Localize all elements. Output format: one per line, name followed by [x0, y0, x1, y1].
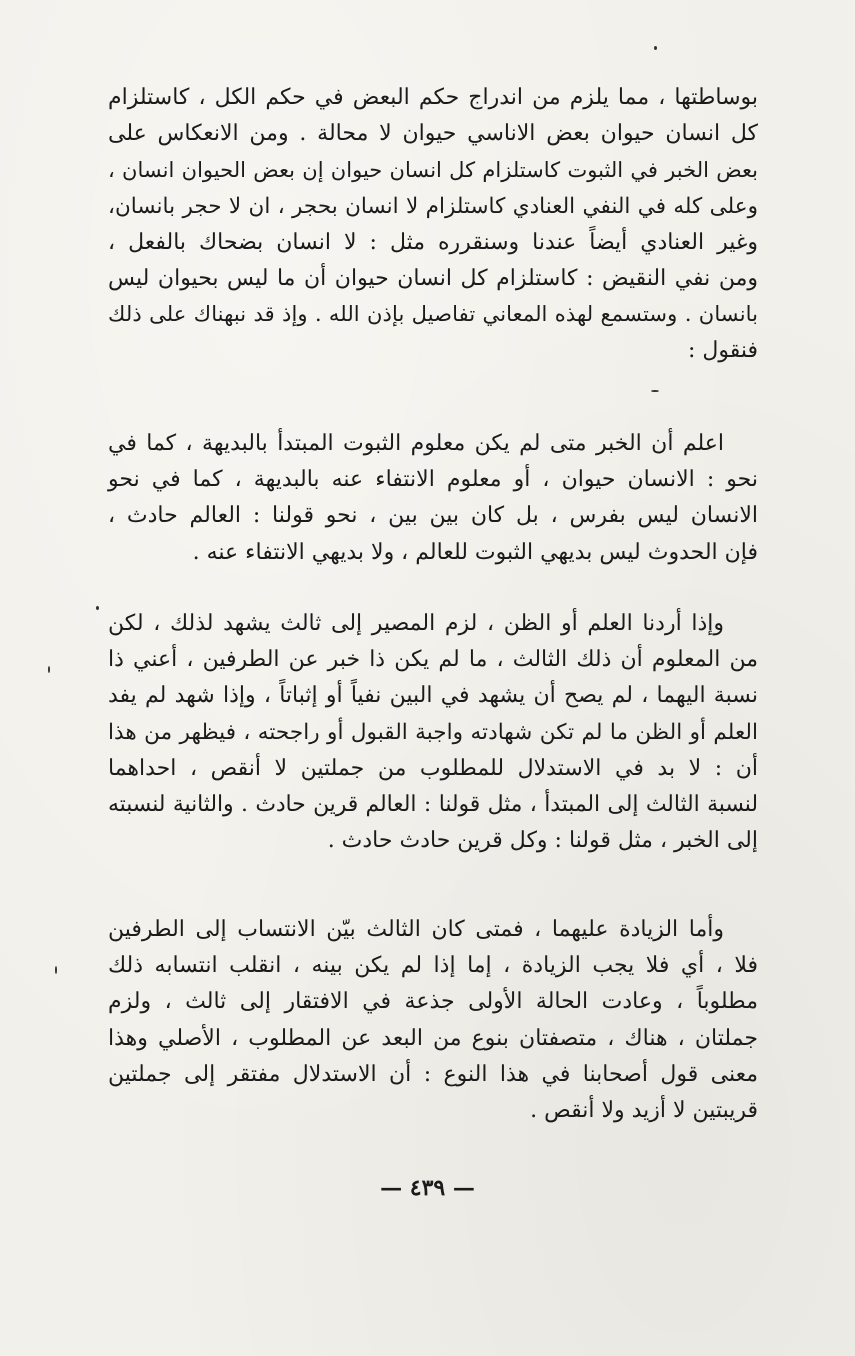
ink-speck: [48, 666, 50, 673]
text-line: فلا ، أي فلا يجب الزيادة ، إما إذا لم يكن بينه ، انقلب انتسابه ذلك: [108, 953, 758, 979]
text-line: جملتان ، هناك ، متصفتان بنوع من البعد عن المطلوب ، الأصلي وهذا: [108, 1025, 758, 1051]
paragraph-1: [108, 80, 758, 370]
text-line: اعلم أن الخبر متى لم يكن معلوم الثبوت المبتدأ بالبديهة ، كما في: [108, 431, 724, 456]
paragraph-4: [108, 912, 758, 1129]
page-number: — ٤٣٩ —: [380, 1175, 475, 1201]
paragraph-3: [108, 606, 758, 859]
text-line: وعلى كله في النفي العنادي كاستلزام لا انسان بحجر ، ان لا حجر بانسان،: [108, 193, 758, 219]
text-line: إلى الخبر ، مثل قولنا : وكل قرين حادث حادث .: [327, 828, 758, 854]
text-line: الانسان ليس بفرس ، بل كان بين بين ، نحو قولنا : العالم حادث ،: [108, 503, 758, 529]
text-line: نسبة اليهما ، لم يصح أن يشهد في البين نفياً أو إثباتاً ، وإذا شهد لم يفد: [108, 683, 758, 709]
paragraph-2: [108, 426, 758, 571]
text-line: كل انسان حيوان بعض الاناسي حيوان لا محالة . ومن الانعكاس على: [108, 121, 758, 147]
text-line: من المعلوم أن ذلك الثالث ، ما لم يكن ذا خبر عن الطرفين ، أعني ذا: [108, 647, 758, 673]
text-line: فنقول :: [687, 338, 758, 364]
text-line: وإذا أردنا العلم أو الظن ، لزم المصير إلى ثالث يشهد لذلك ، لكن: [108, 611, 724, 636]
text-line: لنسبة الثالث إلى المبتدأ ، مثل قولنا : العالم قرين حادث . والثانية لنسبته: [108, 792, 758, 818]
text-line: بعض الخبر في الثبوت كاستلزام كل انسان حيوان إن بعض الحيوان انسان ،: [108, 157, 758, 183]
text-line: مطلوباً ، وعادت الحالة الأولى جذعة في الافتقار إلى ثالث ، ولزم: [108, 989, 758, 1015]
text-line: أن : لا بد في الاستدلال للمطلوب من جملتين لا أنقص ، احداهما: [108, 755, 758, 781]
text-line: بوساطتها ، مما يلزم من اندراج حكم البعض في حكم الكل ، كاستلزام: [108, 85, 758, 110]
ink-speck: [651, 390, 659, 392]
text-line: وأما الزيادة عليهما ، فمتى كان الثالث بيّن الانتساب إلى الطرفين: [108, 917, 724, 942]
text-line: نحو : الانسان حيوان ، أو معلوم الانتفاء عنه بالبديهة ، كما في نحو: [108, 467, 758, 493]
text-line: ومن نفي النقيض : كاستلزام كل انسان حيوان أن ما ليس بحيوان ليس: [108, 266, 758, 292]
text-line: بانسان . وستسمع لهذه المعاني تفاصيل بإذن الله . وإذ قد نبهناك على ذلك: [108, 302, 758, 328]
text-line: قريبتين لا أزيد ولا أنقص .: [530, 1098, 758, 1124]
ink-speck: [96, 606, 99, 610]
text-line: وغير العنادي أيضاً عندنا وسنقرره مثل : لا انسان بضحاك بالفعل ،: [108, 229, 758, 255]
ink-speck: [654, 46, 657, 50]
text-line: فإن الحدوث ليس بديهي الثبوت للعالم ، ولا بديهي الانتفاء عنه .: [192, 539, 758, 565]
text-line: معنى قول أصحابنا في هذا النوع : أن الاستدلال مفتقر إلى جملتين: [108, 1061, 758, 1087]
ink-speck: [55, 966, 57, 974]
text-line: العلم أو الظن ما لم تكن شهادته واجبة القبول أو راجحته ، فيظهر من هذا: [108, 719, 758, 745]
